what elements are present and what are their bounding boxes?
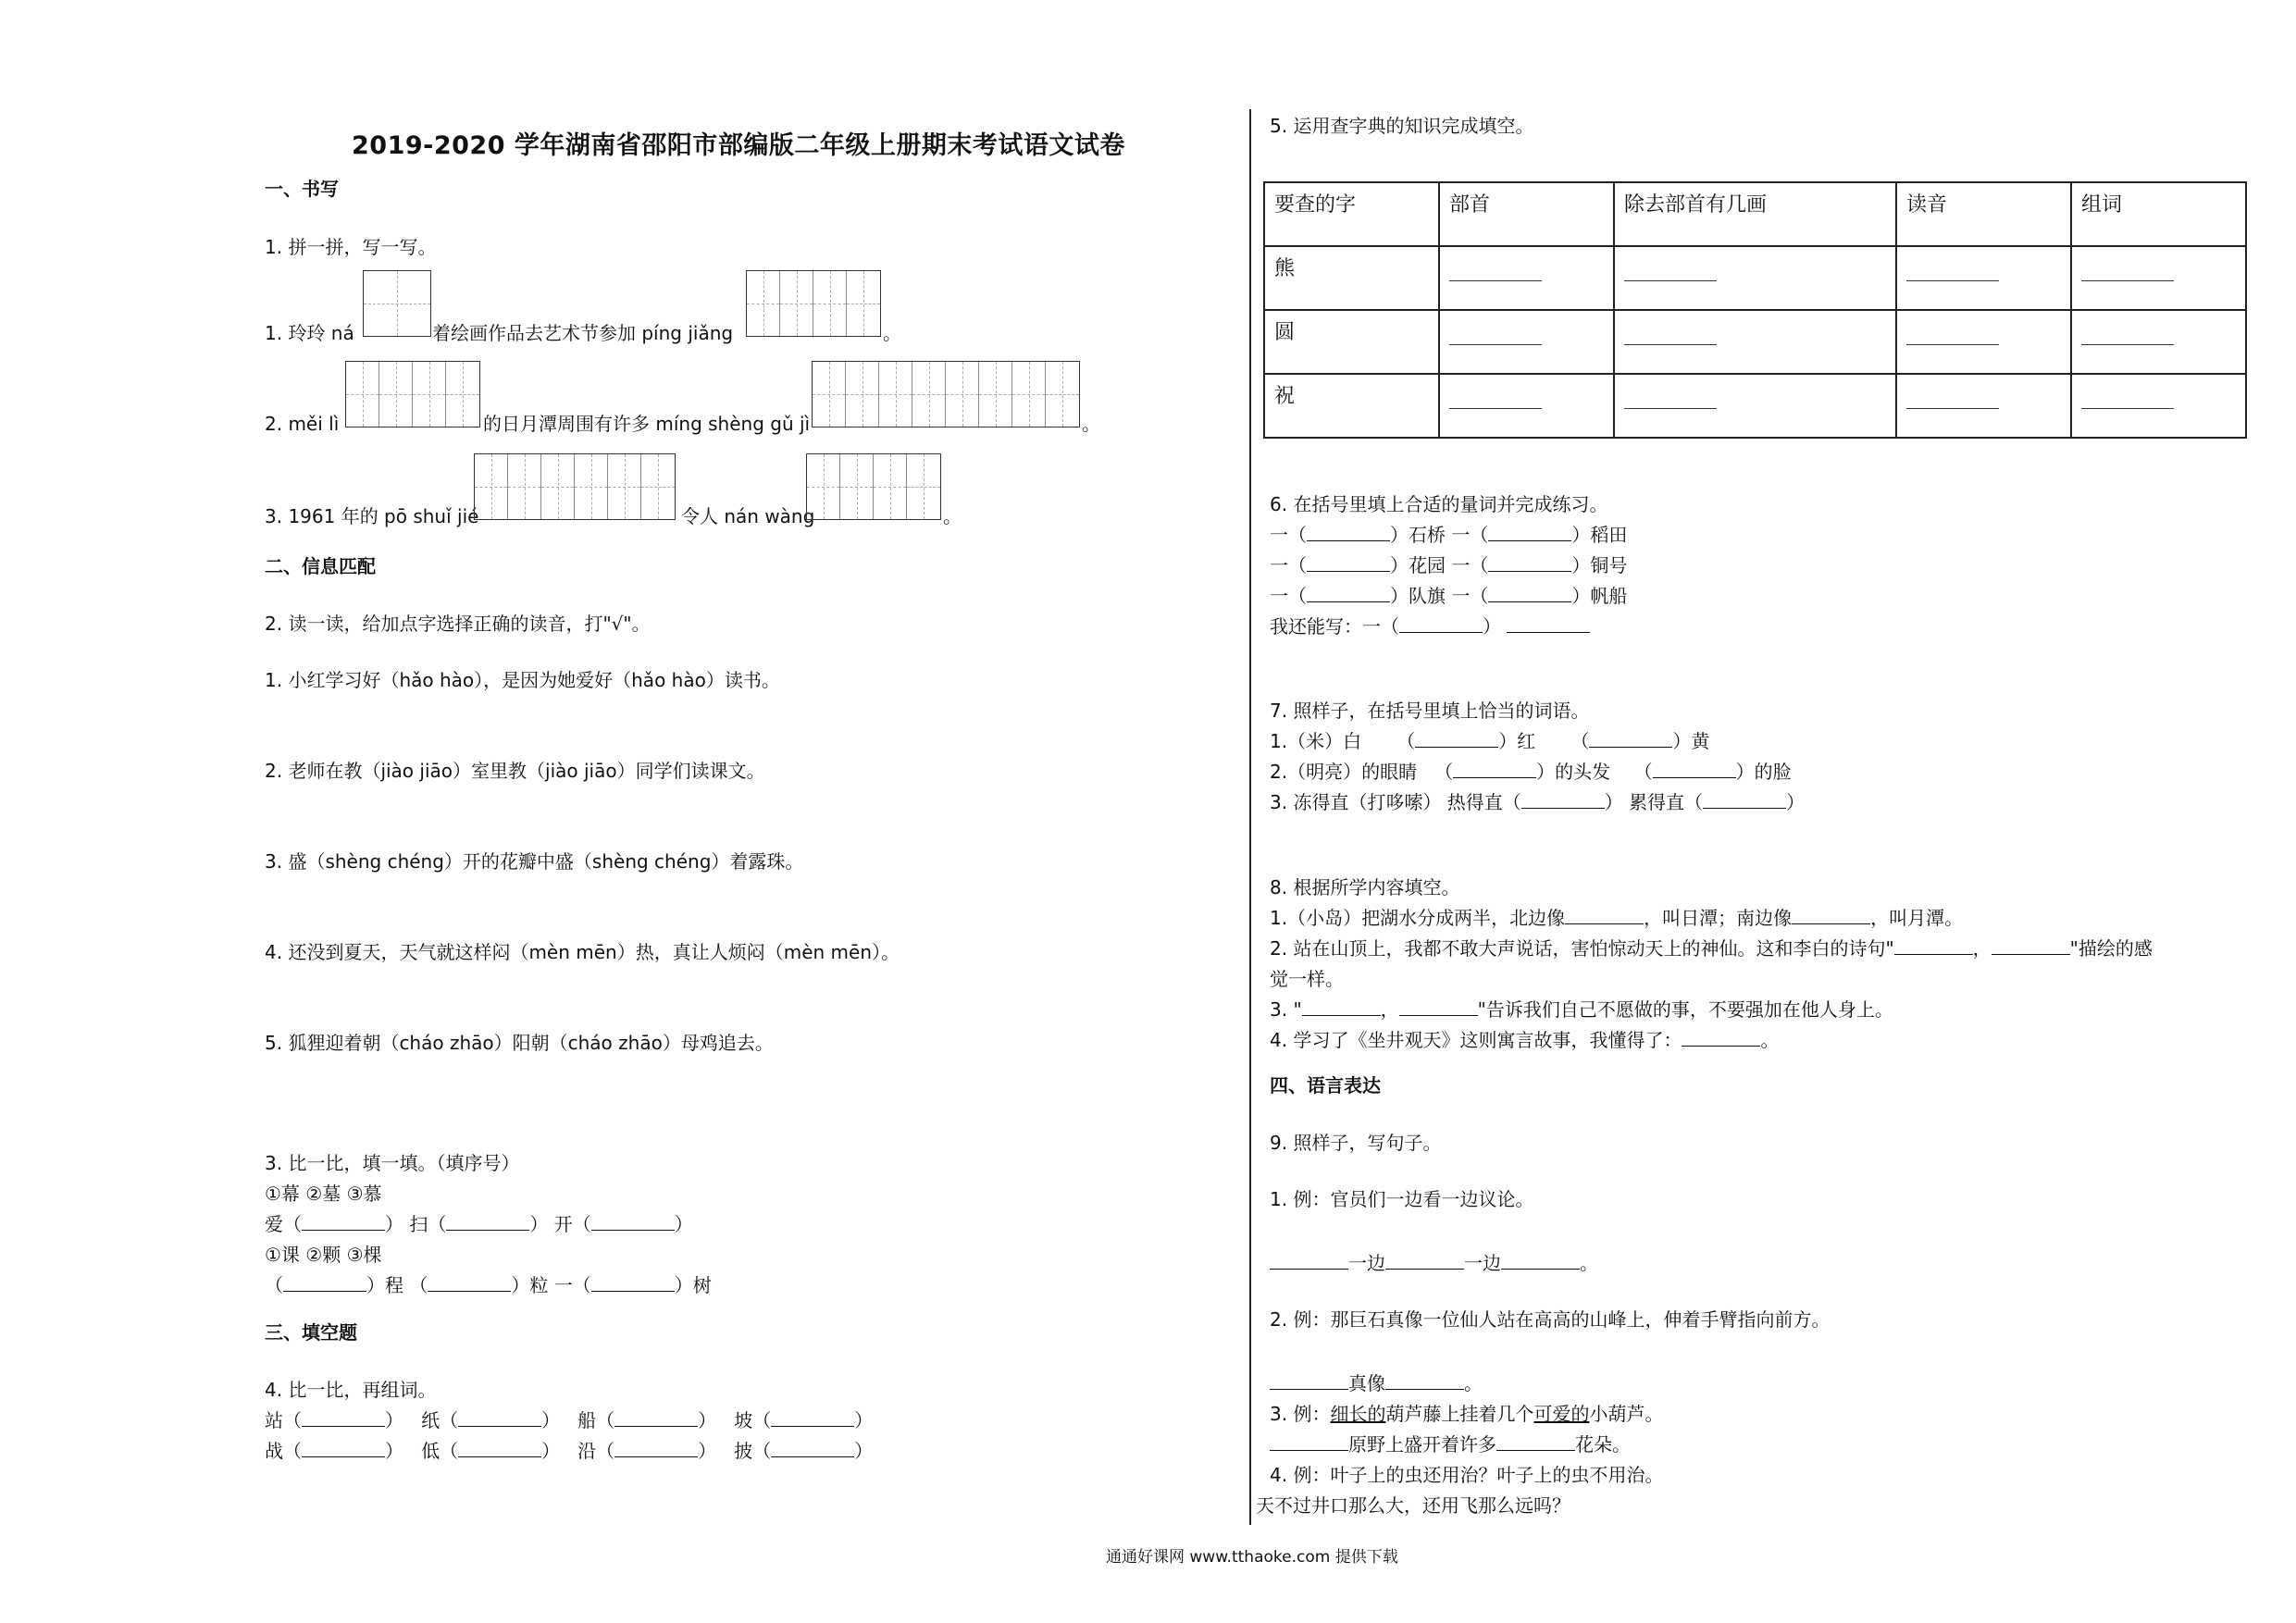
q8-heading: 8. 根据所学内容填空。 [1270,876,1460,898]
table-blank-cell[interactable] [2071,310,2246,374]
q4-char: 沿 [577,1440,597,1462]
table-blank-cell[interactable] [1439,310,1614,374]
q4-blank[interactable] [771,1409,854,1427]
q8-l4-a: 4. 学习了《坐井观天》这则寓言故事，我懂得了： [1270,1029,1682,1051]
q6-noun: 铜号 [1590,554,1628,576]
q6-blank[interactable] [1307,554,1390,572]
q6-noun: 石桥 [1409,524,1446,546]
q6-more-label: 我还能写：一（ [1270,615,1399,638]
q9-e1-yibian2: 一边 [1464,1252,1501,1274]
q8-line2-cont: 觉一样。 [1270,968,1344,990]
q8-l2-c: "描绘的感 [2069,937,2153,960]
q3-row2-d: ）树 [674,1274,712,1296]
q7-heading: 7. 照样子，在括号里填上恰当的词语。 [1270,700,1590,722]
table-blank-cell[interactable] [2071,246,2246,310]
section-heading-fill: 三、填空题 [265,1321,357,1344]
q3-blank-2[interactable] [446,1213,529,1231]
q6-noun: 帆船 [1590,585,1628,607]
table-blank-cell[interactable] [1439,374,1614,438]
q7-line2: 2.（明亮）的眼睛 （ ）的头发 （ ）的脸 [1270,761,1792,783]
table-header-row [1264,182,2246,246]
q4-char: 站 [265,1409,283,1431]
q4-char: 坡 [734,1409,753,1431]
q9-blank[interactable] [1270,1252,1348,1270]
q9-example4-task: 天不过井口那么大，还用飞那么远吗？ [1256,1494,1570,1517]
q6-blank[interactable] [1507,615,1590,633]
q7-blank[interactable] [1453,761,1536,778]
q9-e3-b: 葫芦藤上挂着几个 [1385,1403,1534,1425]
section-heading-expression: 四、语言表达 [1270,1074,1381,1096]
q1-line2-end: 。 [1082,413,1100,435]
q4-blank[interactable] [614,1440,698,1457]
q9-e3-a: 3. 例： [1270,1403,1331,1425]
pinyin-grid-mingshengguji[interactable] [812,361,1080,427]
table-blank-cell[interactable] [1614,374,1896,438]
q1-line1-part2: 着绘画作品去艺术节参加 píng jiǎng [432,322,734,344]
q4-row1: 站（ ） 纸（ ） 船（ ） 坡（ ） [265,1409,874,1431]
table-header-cell: 除去部首有几画 [1614,182,1896,246]
q7-blank[interactable] [1653,761,1736,778]
q1-line1-part1: 1. 玲玲 ná [265,322,354,344]
table-blank-cell[interactable] [1614,310,1896,374]
q8-l2-b: ， [1972,937,1992,960]
q3-row1-c: ） 开（ [529,1213,591,1235]
q2-line2: 2. 老师在教（jiào jiāo）室里教（jiào jiāo）同学们读课文。 [265,760,765,782]
q3-row2 [265,1273,712,1297]
q9-fill2 [1270,1371,1483,1395]
table-char-cell: 熊 [1264,246,1439,310]
q9-blank[interactable] [1501,1252,1580,1270]
section-heading-matching: 二、信息匹配 [265,555,376,577]
q3-options-2: ①课 ②颗 ③棵 [265,1244,382,1266]
q9-blank[interactable] [1270,1372,1348,1390]
q6-blank[interactable] [1488,585,1571,602]
q1-line1-end: 。 [883,322,901,344]
q4-blank[interactable] [458,1440,541,1457]
q3-blank-5[interactable] [428,1274,511,1292]
q6-blank[interactable] [1307,524,1390,541]
table-char-cell: 圆 [1264,310,1439,374]
pinyin-grid-pingjiang[interactable] [746,270,881,337]
table-blank-cell[interactable] [1896,310,2071,374]
q4-char: 低 [421,1440,441,1462]
table-header-cell: 读音 [1896,182,2071,246]
q3-row2-a: （ [265,1274,283,1296]
q9-e3-underline2: 可爱的 [1533,1403,1590,1425]
q9-blank[interactable] [1385,1372,1464,1390]
q6-noun: 花园 [1409,554,1446,576]
table-header-cell: 部首 [1439,182,1614,246]
q6-row2: 一（ ）花园 一（ ）铜号 [1270,554,1628,576]
q9-example2: 2. 例：那巨石真像一位仙人站在高高的山峰上，伸着手臂指向前方。 [1270,1308,1831,1331]
q8-line3 [1270,997,1893,1022]
q2-line1: 1. 小红学习好（hǎo hào），是因为她爱好（hǎo hào）读书。 [265,669,780,691]
q9-example4: 4. 例：叶子上的虫还用治？叶子上的虫不用治。 [1270,1464,1664,1486]
q9-heading: 9. 照样子，写句子。 [1270,1132,1442,1154]
table-blank-cell[interactable] [1896,246,2071,310]
q8-l3-b: ， [1380,998,1399,1021]
q6-heading: 6. 在括号里填上合适的量词并完成练习。 [1270,493,1608,515]
q9-e2-end: 。 [1464,1372,1483,1394]
q8-l4-b: 。 [1760,1029,1780,1051]
q3-blank-6[interactable] [591,1274,675,1292]
q4-blank[interactable] [771,1440,854,1457]
q9-e3-underline1: 细长的 [1330,1403,1386,1425]
q3-row1-a: 爱（ [265,1213,302,1235]
q3-row2-b: ）程 （ [366,1274,428,1296]
q6-noun: 队旗 [1409,585,1446,607]
q8-l3-a: 3. " [1270,998,1302,1021]
q4-blank[interactable] [614,1409,698,1427]
q9-e1-yibian: 一边 [1348,1252,1385,1274]
q6-blank[interactable] [1488,554,1571,572]
q4-heading: 4. 比一比，再组词。 [265,1379,437,1401]
dictionary-table [1263,181,2247,439]
q4-blank[interactable] [458,1409,541,1427]
q9-blank[interactable] [1496,1433,1575,1451]
q4-blank[interactable] [302,1440,385,1457]
q9-e3-fill: 原野上盛开着许多 [1348,1433,1496,1456]
q7-l2-b: ）的头发 [1536,761,1611,783]
q6-blank[interactable] [1307,585,1390,602]
q9-example3 [1270,1402,1663,1426]
q1-heading: 1. 拼一拼，写一写。 [265,236,437,258]
page-title: 2019-2020 学年湖南省邵阳市部编版二年级上册期末考试语文试卷 [352,131,1125,160]
q8-line1 [1270,906,1963,930]
q7-l1-a: 1.（米）白 [1270,730,1362,752]
q9-e3-c: 小葫芦。 [1589,1403,1664,1425]
q6-noun: 稻田 [1590,524,1628,546]
q3-heading: 3. 比一比，填一填。（填序号） [265,1152,520,1174]
q2-line3: 3. 盛（shèng chéng）开的花瓣中盛（shèng chéng）着露珠。 [265,850,804,873]
q4-char: 战 [265,1440,283,1462]
pinyin-grid-nanwang[interactable] [806,453,941,520]
q8-l1-c: ，叫月潭。 [1870,907,1964,929]
q9-fill3 [1270,1432,1631,1456]
q9-fill1 [1270,1251,1598,1275]
q8-blank[interactable] [1992,937,2070,955]
q7-blank[interactable] [1415,730,1498,748]
q1-line3-part1: 3. 1961 年的 pō shuǐ jié [265,505,479,527]
q6-more-close: ） [1483,615,1501,638]
q8-blank[interactable] [1565,907,1644,924]
table-char-cell: 祝 [1264,374,1439,438]
q8-blank[interactable] [1302,998,1381,1016]
pinyin-grid-meili[interactable] [345,361,480,427]
q8-l2-a: 2. 站在山顶上，我都不敢大声说话，害怕惊动天上的神仙。这和李白的诗句" [1270,937,1894,960]
q3-blank-1[interactable] [302,1213,385,1231]
q7-l2-c: ）的脸 [1735,761,1792,783]
table-header-cell: 要查的字 [1264,182,1439,246]
q3-row1 [265,1212,693,1236]
q9-blank[interactable] [1270,1433,1348,1451]
q6-blank[interactable] [1399,615,1483,633]
q4-row2: 战（ ） 低（ ） 沿（ ） 披（ ） [265,1440,874,1462]
q3-options-1: ①幕 ②墓 ③慕 [265,1183,382,1205]
table-blank-cell[interactable] [1614,246,1896,310]
q7-line1: 1.（米）白 （ ）红 （ ）黄 [1270,730,1710,752]
q6-more [1270,614,1590,638]
q9-example1: 1. 例：官员们一边看一边议论。 [1270,1188,1534,1210]
q9-blank[interactable] [1385,1252,1464,1270]
column-divider [1249,109,1251,1525]
q9-e3-end: 花朵。 [1575,1433,1631,1456]
q7-l1-c: ）黄 [1672,730,1710,752]
q7-l3-a: 3. 冻得直（打哆嗦） 热得直（ [1270,791,1521,813]
q4-char: 纸 [421,1409,441,1431]
q7-l2-a: 2.（明亮）的眼睛 [1270,761,1418,783]
q7-l3-b: ） 累得直（ [1604,791,1704,813]
q3-row1-d: ） [674,1213,693,1235]
q8-l3-c: "告诉我们自己不愿做的事，不要强加在他人身上。 [1477,998,1893,1021]
q2-line5: 5. 狐狸迎着朝（cháo zhāo）阳朝（cháo zhāo）母鸡追去。 [265,1032,774,1054]
q9-e2-zhenxiang: 真像 [1348,1372,1385,1394]
table-row [1264,246,2246,310]
q7-blank[interactable] [1703,791,1786,809]
q1-line2-part2: 的日月潭周围有许多 míng shèng gǔ jì [483,413,811,435]
q8-blank[interactable] [1792,907,1870,924]
table-blank-cell[interactable] [1896,374,2071,438]
q8-blank[interactable] [1682,1029,1760,1047]
table-header-cell: 组词 [2071,182,2246,246]
q8-line4 [1270,1028,1779,1052]
q8-line2 [1270,936,2153,960]
q4-char: 船 [577,1409,597,1431]
q3-row1-b: ） 扫（ [385,1213,447,1235]
q6-blank[interactable] [1488,524,1571,541]
q5-heading: 5. 运用查字典的知识完成填空。 [1270,115,1534,137]
q8-blank[interactable] [1894,937,1973,955]
q7-l3-c: ） [1786,791,1806,813]
q9-e1-end: 。 [1580,1252,1598,1274]
q7-blank[interactable] [1589,730,1672,748]
section-heading-writing: 一、书写 [265,178,339,200]
q3-blank-4[interactable] [283,1274,366,1292]
q8-l1-a: 1.（小岛）把湖水分成两半，北边像 [1270,907,1566,929]
table-blank-cell[interactable] [2071,374,2246,438]
pinyin-grid-poshuijie[interactable] [474,453,676,520]
q8-blank[interactable] [1399,998,1478,1016]
table-row [1264,374,2246,438]
q1-line3-end: 。 [943,505,962,527]
q1-line3-part2: 令人 nán wàng [681,505,815,527]
table-row [1264,310,2246,374]
q6-row3: 一（ ）队旗 一（ ）帆船 [1270,585,1628,607]
q2-line4: 4. 还没到夏天，天气就这样闷（mèn mēn）热，真让人烦闷（mèn mēn）。 [265,941,900,963]
q8-l1-b: ，叫日潭；南边像 [1644,907,1793,929]
q4-char: 披 [734,1440,753,1462]
q7-l1-b: ）红 [1498,730,1536,752]
table-blank-cell[interactable] [1439,246,1614,310]
q3-blank-3[interactable] [591,1213,675,1231]
q4-blank[interactable] [302,1409,385,1427]
q7-line3 [1270,790,1805,814]
q1-line2-part1: 2. měi lì [265,413,340,435]
q3-row2-c: ）粒 一（ [511,1274,591,1296]
pinyin-grid-na[interactable] [363,270,431,337]
q7-blank[interactable] [1521,791,1605,809]
q2-heading: 2. 读一读，给加点字选择正确的读音，打"√"。 [265,613,651,635]
q6-row1: 一（ ）石桥 一（ ）稻田 [1270,524,1628,546]
footer-credit: 通通好课网 www.tthaoke.com 提供下载 [1106,1548,1398,1567]
